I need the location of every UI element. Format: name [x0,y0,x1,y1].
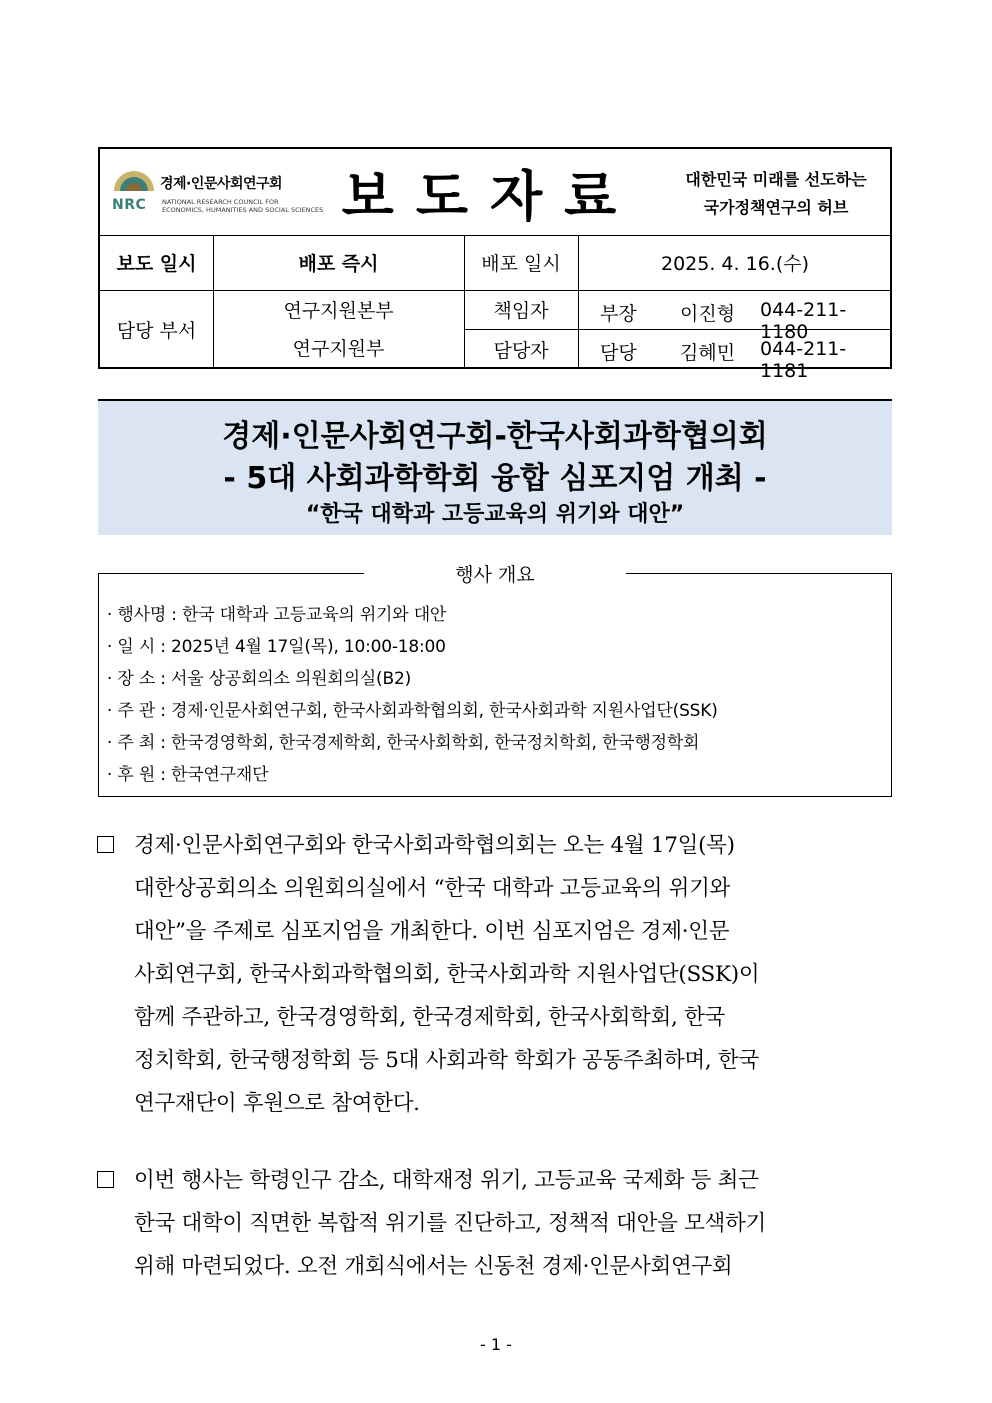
checkbox-bullet-icon [97,836,114,853]
body-para1-line: 정치학회, 한국행정학회 등 5대 사회과학 학회가 공동주최하며, 한국 [134,1048,759,1073]
release-time-value: 배포 즉시 [298,253,379,275]
event-row-date: · 일 시 : 2025년 4월 17일(목), 10:00-18:00 [107,637,446,657]
headline-line1: 경제·인문사회연구회-한국사회과학협의회 [222,419,768,454]
contact-phone: 044-211-1180 [760,299,847,343]
slogan [660,159,892,229]
slogan-line1: 대한민국 미래를 선도하는 [685,170,867,189]
event-row-sponsor: · 후 원 : 한국연구재단 [107,765,269,785]
press-header-table [98,147,892,382]
slogan-line2: 국가정책연구의 허브 [703,198,849,217]
department-line2: 연구지원부 [292,337,385,360]
contact-title: 담당 [600,342,637,364]
logo-english-name [162,198,323,214]
event-overview-box [98,573,892,797]
body-para1-line: 연구재단이 후원으로 참여한다. [134,1091,420,1116]
event-row-venue: · 장 소 : 서울 상공회의소 의원회의실(B2) [107,669,412,689]
body-para1-line: 사회연구회, 한국사회과학협의회, 한국사회과학 지원사업단(SSK)이 [134,962,760,987]
headline-band [98,399,892,535]
contact-phone: 044-211-1181 [760,338,847,382]
headline-subtitle: “한국 대학과 고등교육의 위기와 대안” [305,502,685,527]
body-para2-line: 위해 마련되었다. 오전 개회식에서는 신동천 경제·인문사회연구회 [134,1254,733,1279]
logo-en-line1: NATIONAL RESEARCH COUNCIL FOR [162,198,279,206]
body-para2-line: 이번 행사는 학령인구 감소, 대학재정 위기, 고등교육 국제화 등 최근 [134,1168,759,1193]
press-release-title: 보도자료 [341,163,639,228]
contact-name: 김혜민 [680,342,736,364]
nrc-logo-icon [112,167,156,193]
logo-korean-name: 경제·인문사회연구회 [160,176,283,192]
release-time-label: 보도 일시 [116,253,197,275]
contact-role: 책임자 [493,300,549,322]
logo-nrc-text: NRC [112,197,147,213]
body-para1-line: 대안”을 주제로 심포지엄을 개최한다. 이번 심포지엄은 경제·인문 [134,919,730,944]
body-para1-line: 경제·인문사회연구회와 한국사회과학협의회는 오는 4월 17일(목) [134,833,735,858]
distribution-date-value: 2025. 4. 16.(수) [661,253,809,275]
event-row-name: · 행사명 : 한국 대학과 고등교육의 위기와 대안 [107,605,447,625]
contact-title: 부장 [600,303,637,325]
contact-name: 이진형 [680,303,736,325]
body-para1-line: 대한상공회의소 의원회의실에서 “한국 대학과 고등교육의 위기와 [134,876,731,901]
nrc-logo [108,167,324,219]
event-overview-heading: 행사 개요 [364,560,626,586]
department-label: 담당 부서 [116,320,197,342]
contact-role: 담당자 [493,339,549,362]
body-para2-line: 한국 대학이 직면한 복합적 위기를 진단하고, 정책적 대안을 모색하기 [134,1211,766,1236]
logo-en-line2: ECONOMICS, HUMANITIES AND SOCIAL SCIENCES [162,206,324,214]
department-line1: 연구지원본부 [283,299,394,322]
department-value [213,290,464,369]
body-para1-line: 함께 주관하고, 한국경영학회, 한국경제학회, 한국사회학회, 한국 [134,1005,726,1030]
headline-line2: - 5대 사회과학학회 융합 심포지엄 개최 - [223,461,767,496]
page-number: - 1 - [480,1335,512,1354]
event-row-host: · 주 최 : 한국경영학회, 한국경제학회, 한국사회학회, 한국정치학회, 한국행정학회 [107,733,700,753]
distribution-date-label: 배포 일시 [481,253,561,275]
event-row-organizer: · 주 관 : 경제·인문사회연구회, 한국사회과학협의회, 한국사회과학 지원사업단(SSK) [107,701,718,721]
checkbox-bullet-icon [97,1171,114,1188]
